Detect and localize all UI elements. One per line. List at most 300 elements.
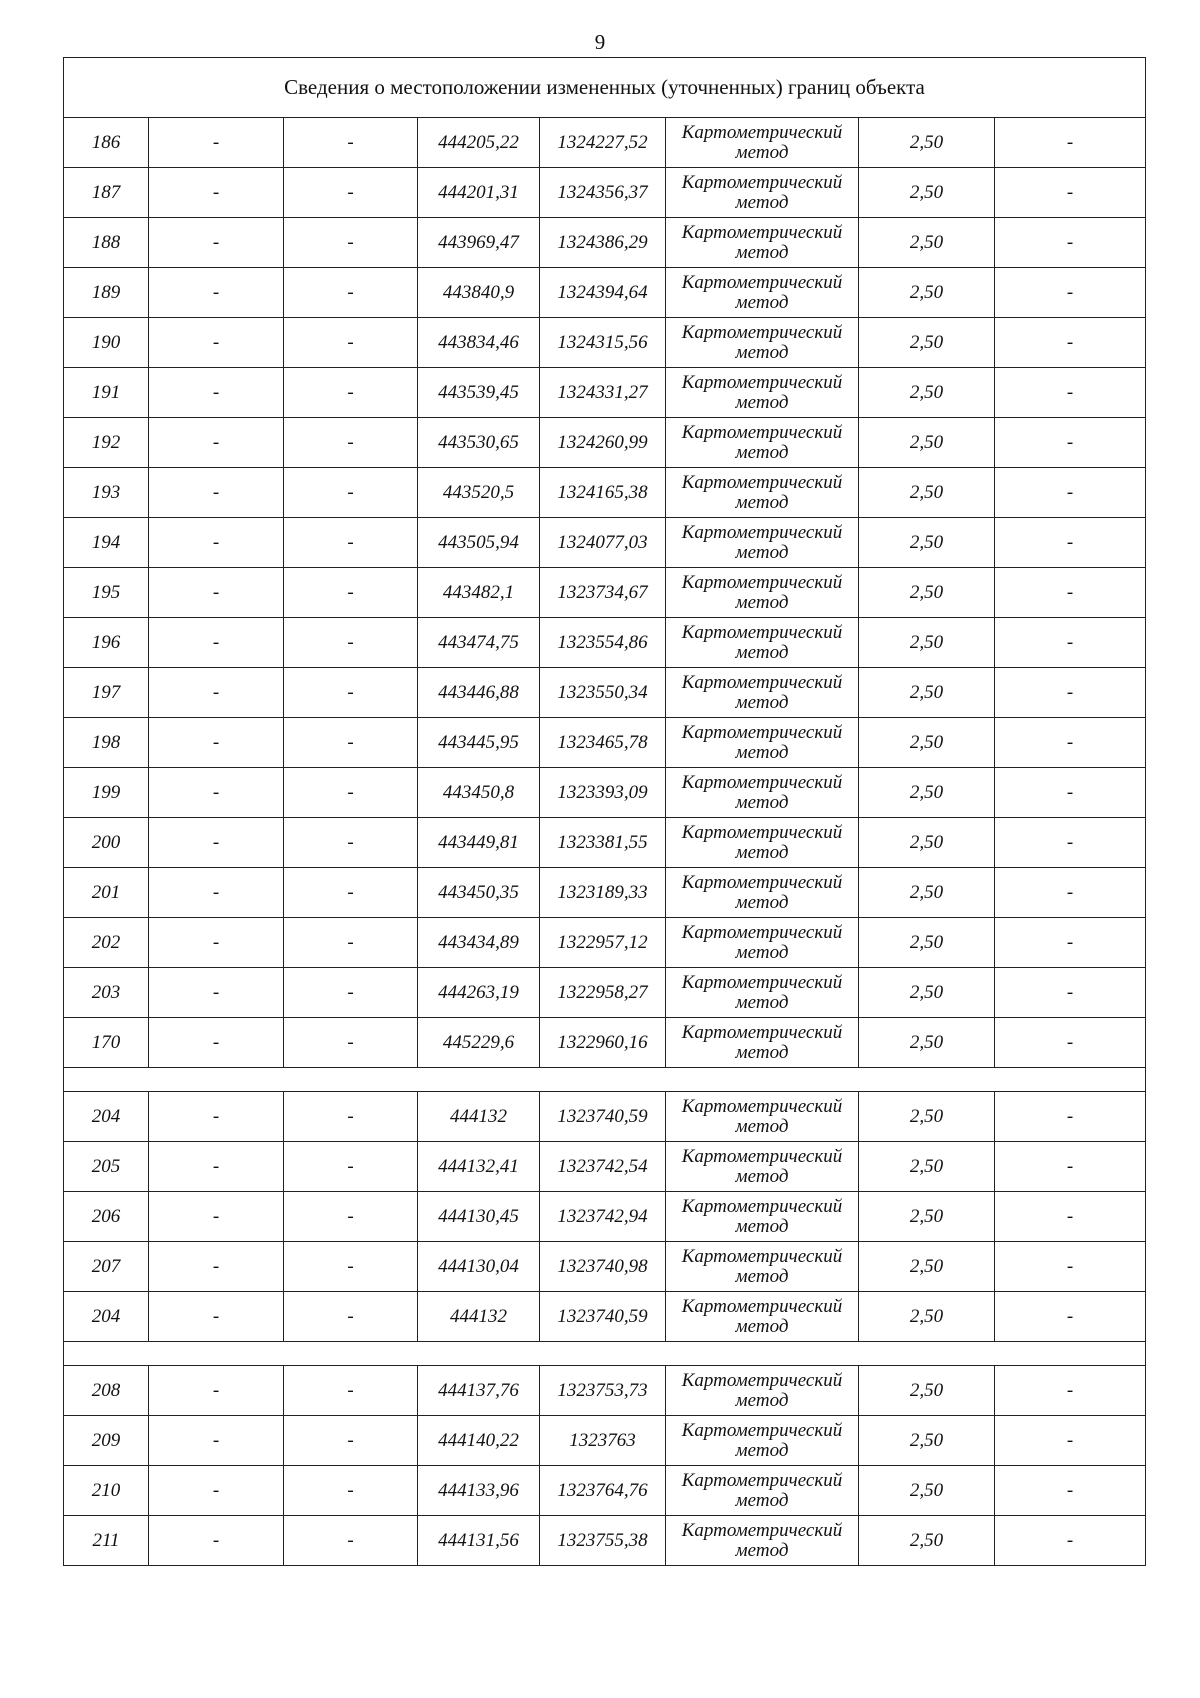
table-row (64, 818, 1146, 868)
coord-x-cell: 443969,47 (418, 218, 540, 268)
col-2-cell: - (149, 618, 284, 668)
point-number-cell: 195 (64, 568, 149, 618)
method-line-1: Картометрический (681, 221, 843, 243)
col-2-cell: - (149, 468, 284, 518)
method-line-1: Картометрический (681, 371, 843, 393)
method-line-2: метод (735, 1215, 789, 1237)
coord-x-cell: 444132,41 (418, 1142, 540, 1192)
table-row (64, 268, 1146, 318)
coord-y-cell: 1322958,27 (540, 968, 666, 1018)
col-3-cell: - (284, 768, 418, 818)
accuracy-cell: 2,50 (859, 118, 995, 168)
col-8-cell: - (995, 568, 1146, 618)
method-cell (666, 118, 859, 168)
accuracy-cell: 2,50 (859, 1092, 995, 1142)
col-8-cell: - (995, 668, 1146, 718)
coord-x-cell: 444205,22 (418, 118, 540, 168)
method-cell (666, 1092, 859, 1142)
col-2-cell: - (149, 968, 284, 1018)
col-2-cell: - (149, 718, 284, 768)
point-number-cell: 186 (64, 118, 149, 168)
col-8-cell: - (995, 268, 1146, 318)
col-8-cell: - (995, 1416, 1146, 1466)
method-cell (666, 1466, 859, 1516)
boundary-coordinates-table (63, 57, 1146, 1566)
col-3-cell: - (284, 1516, 418, 1566)
coord-x-cell: 443834,46 (418, 318, 540, 368)
method-line-1: Картометрический (681, 921, 843, 943)
table-row (64, 618, 1146, 668)
coord-x-cell: 443539,45 (418, 368, 540, 418)
col-3-cell: - (284, 368, 418, 418)
accuracy-cell: 2,50 (859, 1018, 995, 1068)
col-2-cell: - (149, 168, 284, 218)
accuracy-cell: 2,50 (859, 1142, 995, 1192)
coord-y-cell: 1322960,16 (540, 1018, 666, 1068)
accuracy-cell: 2,50 (859, 418, 995, 468)
method-line-2: метод (735, 441, 789, 463)
point-number-cell: 201 (64, 868, 149, 918)
coord-y-cell: 1323189,33 (540, 868, 666, 918)
method-cell (666, 668, 859, 718)
coord-x-cell: 444263,19 (418, 968, 540, 1018)
method-line-1: Картометрический (681, 521, 843, 543)
col-8-cell: - (995, 1292, 1146, 1342)
coord-y-cell: 1324165,38 (540, 468, 666, 518)
method-line-1: Картометрический (681, 821, 843, 843)
method-line-2: метод (735, 1389, 789, 1411)
group-separator-row (64, 1068, 1146, 1092)
col-3-cell: - (284, 918, 418, 968)
coord-y-cell: 1324260,99 (540, 418, 666, 468)
col-3-cell: - (284, 518, 418, 568)
method-cell (666, 1366, 859, 1416)
col-8-cell: - (995, 368, 1146, 418)
col-8-cell: - (995, 718, 1146, 768)
col-8-cell: - (995, 618, 1146, 668)
method-line-1: Картометрический (681, 1145, 843, 1167)
col-3-cell: - (284, 718, 418, 768)
col-3-cell: - (284, 1466, 418, 1516)
accuracy-cell: 2,50 (859, 1466, 995, 1516)
col-2-cell: - (149, 1292, 284, 1342)
accuracy-cell: 2,50 (859, 268, 995, 318)
method-line-1: Картометрический (681, 671, 843, 693)
accuracy-cell: 2,50 (859, 768, 995, 818)
table-row (64, 1416, 1146, 1466)
coord-y-cell: 1323465,78 (540, 718, 666, 768)
col-8-cell: - (995, 1018, 1146, 1068)
coord-y-cell: 1324394,64 (540, 268, 666, 318)
coord-y-cell: 1323763 (540, 1416, 666, 1466)
accuracy-cell: 2,50 (859, 868, 995, 918)
coord-x-cell: 443446,88 (418, 668, 540, 718)
col-2-cell: - (149, 368, 284, 418)
point-number-cell: 203 (64, 968, 149, 1018)
col-8-cell: - (995, 468, 1146, 518)
table-row (64, 1142, 1146, 1192)
table-row (64, 1192, 1146, 1242)
accuracy-cell: 2,50 (859, 1192, 995, 1242)
method-line-2: метод (735, 541, 789, 563)
table-row (64, 218, 1146, 268)
col-2-cell: - (149, 118, 284, 168)
col-2-cell: - (149, 318, 284, 368)
col-8-cell: - (995, 418, 1146, 468)
coord-x-cell: 445229,6 (418, 1018, 540, 1068)
col-3-cell: - (284, 1018, 418, 1068)
col-2-cell: - (149, 1416, 284, 1466)
col-3-cell: - (284, 668, 418, 718)
accuracy-cell: 2,50 (859, 668, 995, 718)
col-3-cell: - (284, 618, 418, 668)
col-3-cell: - (284, 1366, 418, 1416)
point-number-cell: 193 (64, 468, 149, 518)
method-line-2: метод (735, 291, 789, 313)
point-number-cell: 204 (64, 1092, 149, 1142)
table-row (64, 1516, 1146, 1566)
method-line-2: метод (735, 641, 789, 663)
table-row (64, 318, 1146, 368)
col-8-cell: - (995, 1192, 1146, 1242)
separator-cell (64, 1342, 1146, 1366)
col-2-cell: - (149, 1142, 284, 1192)
method-line-2: метод (735, 1439, 789, 1461)
col-8-cell: - (995, 168, 1146, 218)
method-line-2: метод (735, 1165, 789, 1187)
coord-x-cell: 443505,94 (418, 518, 540, 568)
coord-y-cell: 1323554,86 (540, 618, 666, 668)
col-3-cell: - (284, 1092, 418, 1142)
point-number-cell: 211 (64, 1516, 149, 1566)
col-8-cell: - (995, 1516, 1146, 1566)
col-8-cell: - (995, 518, 1146, 568)
coord-y-cell: 1323742,94 (540, 1192, 666, 1242)
col-8-cell: - (995, 118, 1146, 168)
col-3-cell: - (284, 468, 418, 518)
method-line-1: Картометрический (681, 1369, 843, 1391)
col-3-cell: - (284, 418, 418, 468)
table-row (64, 1466, 1146, 1516)
col-3-cell: - (284, 1192, 418, 1242)
method-line-2: метод (735, 241, 789, 263)
group-separator-row (64, 1342, 1146, 1366)
col-2-cell: - (149, 668, 284, 718)
table-row (64, 418, 1146, 468)
coord-x-cell: 443482,1 (418, 568, 540, 618)
method-line-2: метод (735, 391, 789, 413)
method-line-1: Картометрический (681, 321, 843, 343)
accuracy-cell: 2,50 (859, 1242, 995, 1292)
coord-y-cell: 1323550,34 (540, 668, 666, 718)
method-cell (666, 918, 859, 968)
point-number-cell: 205 (64, 1142, 149, 1192)
method-line-2: метод (735, 341, 789, 363)
table-row (64, 1018, 1146, 1068)
method-line-2: метод (735, 691, 789, 713)
col-8-cell: - (995, 918, 1146, 968)
col-8-cell: - (995, 868, 1146, 918)
point-number-cell: 204 (64, 1292, 149, 1342)
table-row (64, 568, 1146, 618)
col-3-cell: - (284, 568, 418, 618)
method-line-1: Картометрический (681, 621, 843, 643)
col-2-cell: - (149, 768, 284, 818)
separator-cell (64, 1068, 1146, 1092)
col-8-cell: - (995, 768, 1146, 818)
table-row (64, 1092, 1146, 1142)
col-8-cell: - (995, 1092, 1146, 1142)
table-row (64, 1242, 1146, 1292)
col-8-cell: - (995, 1242, 1146, 1292)
coord-y-cell: 1323742,54 (540, 1142, 666, 1192)
coord-y-cell: 1323381,55 (540, 818, 666, 868)
col-8-cell: - (995, 218, 1146, 268)
coord-y-cell: 1323393,09 (540, 768, 666, 818)
method-line-1: Картометрический (681, 571, 843, 593)
coord-y-cell: 1324077,03 (540, 518, 666, 568)
table-row (64, 968, 1146, 1018)
coord-x-cell: 443450,35 (418, 868, 540, 918)
coord-x-cell: 443530,65 (418, 418, 540, 468)
table-row (64, 1292, 1146, 1342)
table-row (64, 118, 1146, 168)
accuracy-cell: 2,50 (859, 218, 995, 268)
table-title: Сведения о местоположении измененных (уточненных) границ объекта (64, 58, 1146, 118)
coord-y-cell: 1323753,73 (540, 1366, 666, 1416)
col-3-cell: - (284, 818, 418, 868)
point-number-cell: 187 (64, 168, 149, 218)
col-2-cell: - (149, 1466, 284, 1516)
table-row (64, 768, 1146, 818)
table-row (64, 368, 1146, 418)
coord-y-cell: 1324356,37 (540, 168, 666, 218)
method-line-1: Картометрический (681, 1021, 843, 1043)
method-line-1: Картометрический (681, 1469, 843, 1491)
coord-x-cell: 444201,31 (418, 168, 540, 218)
method-line-1: Картометрический (681, 871, 843, 893)
coord-x-cell: 444140,22 (418, 1416, 540, 1466)
method-line-2: метод (735, 791, 789, 813)
coord-y-cell: 1324386,29 (540, 218, 666, 268)
coord-y-cell: 1324315,56 (540, 318, 666, 368)
col-2-cell: - (149, 868, 284, 918)
point-number-cell: 197 (64, 668, 149, 718)
method-cell (666, 718, 859, 768)
method-line-2: метод (735, 891, 789, 913)
point-number-cell: 194 (64, 518, 149, 568)
method-cell (666, 368, 859, 418)
method-line-2: метод (735, 1041, 789, 1063)
coord-x-cell: 444130,45 (418, 1192, 540, 1242)
method-cell (666, 1018, 859, 1068)
coord-y-cell: 1323740,98 (540, 1242, 666, 1292)
col-2-cell: - (149, 818, 284, 868)
method-cell (666, 1516, 859, 1566)
method-line-1: Картометрический (681, 1245, 843, 1267)
table-row (64, 918, 1146, 968)
table-row (64, 168, 1146, 218)
method-line-2: метод (735, 1315, 789, 1337)
method-line-1: Картометрический (681, 1295, 843, 1317)
method-line-2: метод (735, 1489, 789, 1511)
method-cell (666, 768, 859, 818)
accuracy-cell: 2,50 (859, 718, 995, 768)
col-8-cell: - (995, 968, 1146, 1018)
accuracy-cell: 2,50 (859, 1516, 995, 1566)
coord-y-cell: 1323740,59 (540, 1092, 666, 1142)
method-cell (666, 268, 859, 318)
page-number: 9 (594, 30, 606, 54)
method-line-2: метод (735, 991, 789, 1013)
method-cell (666, 168, 859, 218)
col-8-cell: - (995, 1466, 1146, 1516)
method-line-1: Картометрический (681, 1519, 843, 1541)
method-line-1: Картометрический (681, 471, 843, 493)
point-number-cell: 200 (64, 818, 149, 868)
table-row (64, 868, 1146, 918)
coord-y-cell: 1322957,12 (540, 918, 666, 968)
method-line-2: метод (735, 491, 789, 513)
point-number-cell: 202 (64, 918, 149, 968)
point-number-cell: 188 (64, 218, 149, 268)
point-number-cell: 192 (64, 418, 149, 468)
col-3-cell: - (284, 1416, 418, 1466)
coord-x-cell: 444131,56 (418, 1516, 540, 1566)
coord-y-cell: 1323734,67 (540, 568, 666, 618)
coord-x-cell: 443445,95 (418, 718, 540, 768)
method-line-1: Картометрический (681, 971, 843, 993)
method-line-1: Картометрический (681, 1419, 843, 1441)
method-cell (666, 1192, 859, 1242)
method-line-1: Картометрический (681, 421, 843, 443)
accuracy-cell: 2,50 (859, 1366, 995, 1416)
method-cell (666, 968, 859, 1018)
col-3-cell: - (284, 1292, 418, 1342)
method-cell (666, 218, 859, 268)
accuracy-cell: 2,50 (859, 818, 995, 868)
col-8-cell: - (995, 818, 1146, 868)
col-8-cell: - (995, 1142, 1146, 1192)
method-cell (666, 468, 859, 518)
accuracy-cell: 2,50 (859, 318, 995, 368)
col-2-cell: - (149, 268, 284, 318)
method-line-1: Картометрический (681, 171, 843, 193)
method-line-2: метод (735, 1265, 789, 1287)
coord-x-cell: 443840,9 (418, 268, 540, 318)
table-row (64, 1366, 1146, 1416)
col-8-cell: - (995, 318, 1146, 368)
method-cell (666, 818, 859, 868)
col-3-cell: - (284, 268, 418, 318)
method-cell (666, 518, 859, 568)
accuracy-cell: 2,50 (859, 168, 995, 218)
point-number-cell: 199 (64, 768, 149, 818)
coord-x-cell: 444137,76 (418, 1366, 540, 1416)
method-line-1: Картометрический (681, 1195, 843, 1217)
col-3-cell: - (284, 318, 418, 368)
col-2-cell: - (149, 1092, 284, 1142)
method-cell (666, 568, 859, 618)
accuracy-cell: 2,50 (859, 518, 995, 568)
coord-y-cell: 1324227,52 (540, 118, 666, 168)
method-cell (666, 618, 859, 668)
col-3-cell: - (284, 1142, 418, 1192)
coord-x-cell: 444132 (418, 1092, 540, 1142)
accuracy-cell: 2,50 (859, 968, 995, 1018)
method-line-2: метод (735, 1539, 789, 1561)
table-row (64, 718, 1146, 768)
method-line-1: Картометрический (681, 1095, 843, 1117)
col-2-cell: - (149, 1242, 284, 1292)
method-line-2: метод (735, 941, 789, 963)
col-2-cell: - (149, 568, 284, 618)
point-number-cell: 191 (64, 368, 149, 418)
accuracy-cell: 2,50 (859, 1416, 995, 1466)
method-line-2: метод (735, 141, 789, 163)
coord-y-cell: 1323755,38 (540, 1516, 666, 1566)
accuracy-cell: 2,50 (859, 918, 995, 968)
col-2-cell: - (149, 1516, 284, 1566)
coord-x-cell: 444130,04 (418, 1242, 540, 1292)
method-cell (666, 1292, 859, 1342)
col-3-cell: - (284, 118, 418, 168)
method-cell (666, 1242, 859, 1292)
point-number-cell: 208 (64, 1366, 149, 1416)
col-3-cell: - (284, 1242, 418, 1292)
point-number-cell: 189 (64, 268, 149, 318)
coord-y-cell: 1323740,59 (540, 1292, 666, 1342)
col-3-cell: - (284, 868, 418, 918)
point-number-cell: 207 (64, 1242, 149, 1292)
point-number-cell: 210 (64, 1466, 149, 1516)
method-cell (666, 868, 859, 918)
point-number-cell: 196 (64, 618, 149, 668)
method-cell (666, 318, 859, 368)
col-2-cell: - (149, 918, 284, 968)
method-line-2: метод (735, 191, 789, 213)
coord-x-cell: 443450,8 (418, 768, 540, 818)
accuracy-cell: 2,50 (859, 368, 995, 418)
point-number-cell: 190 (64, 318, 149, 368)
col-2-cell: - (149, 1018, 284, 1068)
method-line-2: метод (735, 1115, 789, 1137)
coord-x-cell: 443434,89 (418, 918, 540, 968)
coord-x-cell: 444132 (418, 1292, 540, 1342)
method-line-1: Картометрический (681, 271, 843, 293)
col-2-cell: - (149, 1366, 284, 1416)
accuracy-cell: 2,50 (859, 468, 995, 518)
col-2-cell: - (149, 418, 284, 468)
method-line-2: метод (735, 841, 789, 863)
col-3-cell: - (284, 968, 418, 1018)
coord-x-cell: 444133,96 (418, 1466, 540, 1516)
table-row (64, 668, 1146, 718)
coord-x-cell: 443520,5 (418, 468, 540, 518)
method-line-1: Картометрический (681, 121, 843, 143)
method-line-1: Картометрический (681, 721, 843, 743)
col-2-cell: - (149, 1192, 284, 1242)
coord-x-cell: 443449,81 (418, 818, 540, 868)
col-3-cell: - (284, 218, 418, 268)
coord-x-cell: 443474,75 (418, 618, 540, 668)
method-line-1: Картометрический (681, 771, 843, 793)
table-row (64, 518, 1146, 568)
method-line-2: метод (735, 741, 789, 763)
point-number-cell: 206 (64, 1192, 149, 1242)
point-number-cell: 198 (64, 718, 149, 768)
method-cell (666, 1416, 859, 1466)
